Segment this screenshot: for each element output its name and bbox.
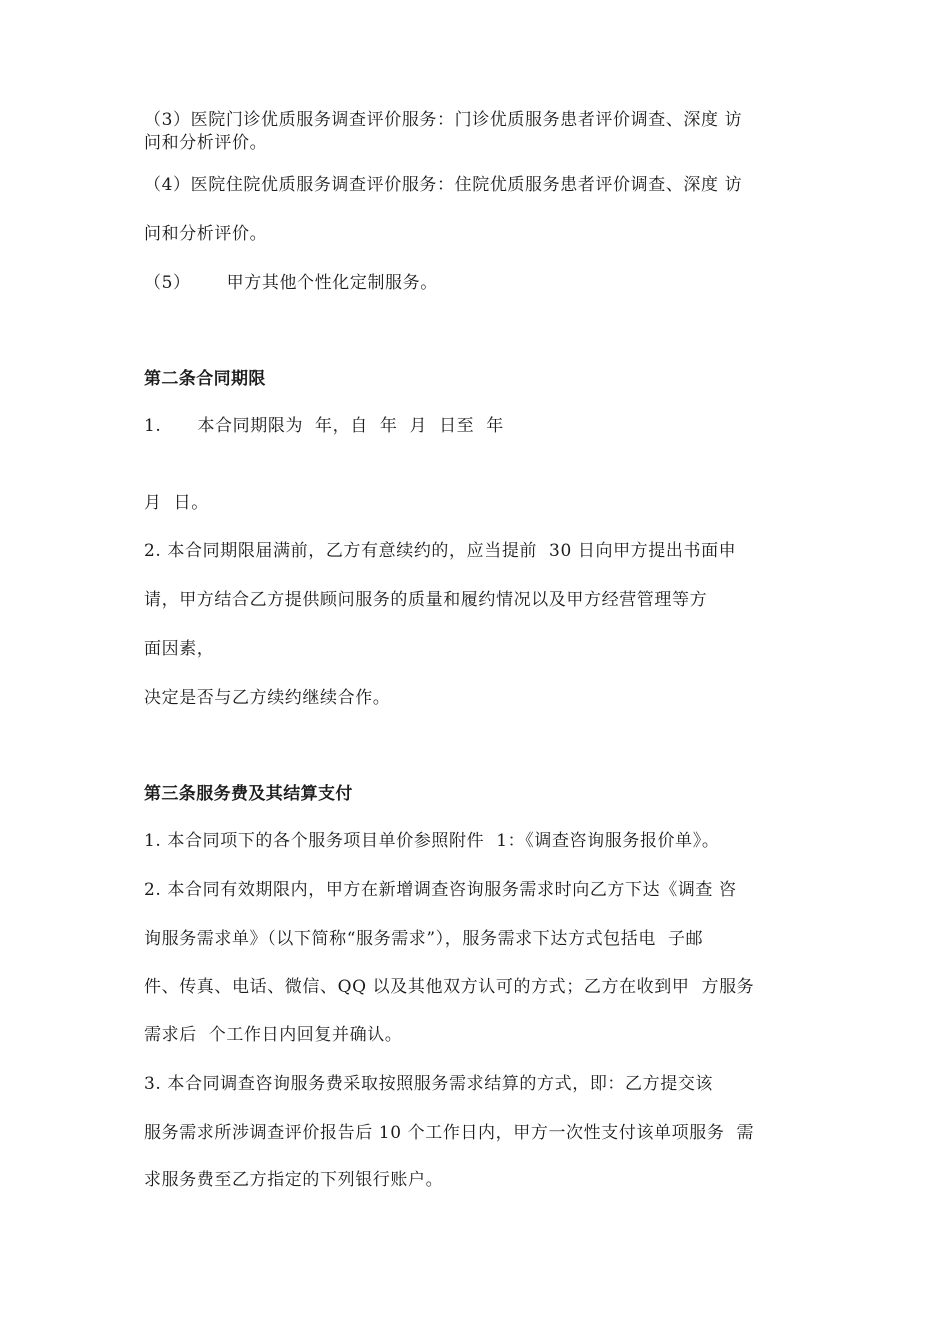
paragraph-line: 服务需求所涉调查评价报告后 10 个工作日内，甲方一次性支付该单项服务 需: [144, 1123, 755, 1143]
paragraph-line: 月 日。: [144, 493, 209, 513]
paragraph-line: 请，甲方结合乙方提供顾问服务的质量和履约情况以及甲方经营管理等方: [144, 590, 708, 610]
paragraph-line: （5） 甲方其他个性化定制服务。: [144, 273, 438, 293]
paragraph-line: 问和分析评价。: [144, 133, 268, 153]
paragraph-line: （3）医院门诊优质服务调查评价服务：门诊优质服务患者评价调查、深度 访: [144, 110, 743, 130]
paragraph-line: 1. 本合同项下的各个服务项目单价参照附件 1：《调查咨询服务报价单》。: [144, 831, 720, 851]
paragraph-line: （4）医院住院优质服务调查评价服务：住院优质服务患者评价调查、深度 访: [144, 175, 743, 195]
section-heading: 第三条服务费及其结算支付: [144, 784, 353, 804]
paragraph-line: 面因素，: [144, 639, 215, 659]
paragraph-line: 问和分析评价。: [144, 224, 268, 244]
paragraph-line: 询服务需求单》（以下简称“服务需求”），服务需求下达方式包括电 子邮: [144, 929, 704, 949]
paragraph-line: 决定是否与乙方续约继续合作。: [144, 688, 391, 708]
paragraph-line: 1. 本合同期限为 年，自 年 月 日至 年: [144, 416, 504, 436]
paragraph-line: 3. 本合同调查咨询服务费采取按照服务需求结算的方式，即：乙方提交该: [144, 1074, 714, 1094]
paragraph-line: 2. 本合同有效期限内，甲方在新增调查咨询服务需求时向乙方下达《调查 咨: [144, 880, 737, 900]
paragraph-line: 需求后 个工作日内回复并确认。: [144, 1025, 403, 1045]
paragraph-line: 2. 本合同期限届满前，乙方有意续约的，应当提前 30 日向甲方提出书面申: [144, 541, 737, 561]
paragraph-line: 件、传真、电话、微信、QQ 以及其他双方认可的方式；乙方在收到甲 方服务: [144, 977, 755, 997]
paragraph-line: 求服务费至乙方指定的下列银行账户。: [144, 1170, 444, 1190]
section-heading: 第二条合同期限: [144, 369, 266, 389]
